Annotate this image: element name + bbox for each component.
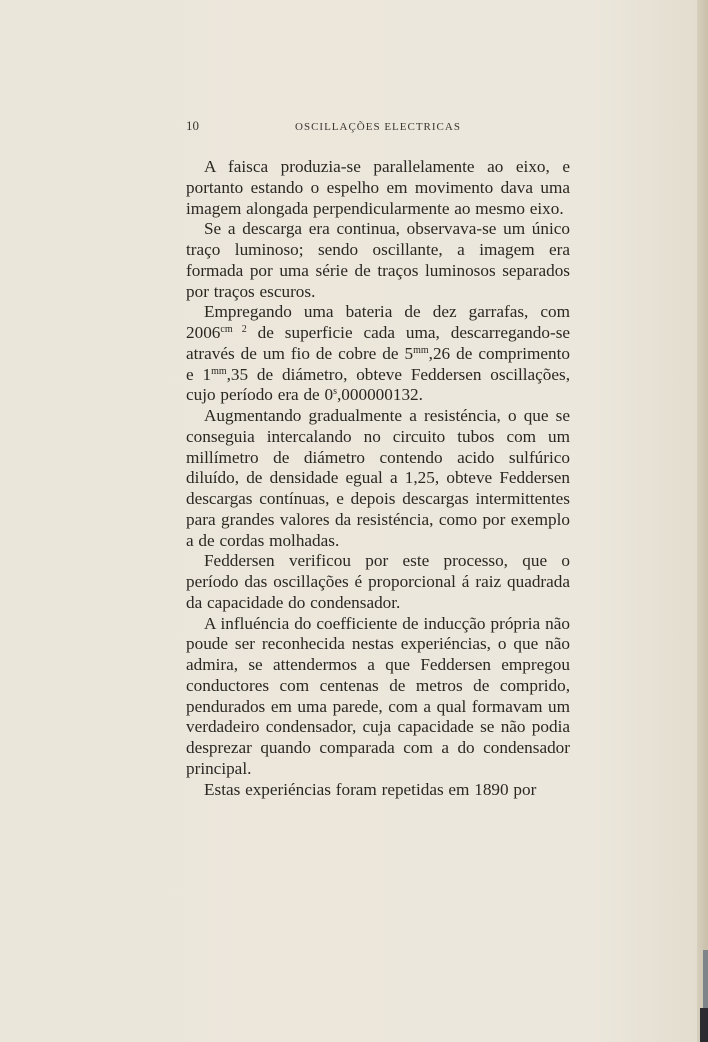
paragraph-3 <box>186 302 570 406</box>
paragraph-5: Feddersen verificou por este processo, que o período das oscillações é proporcional á raiz quadrada da capacidade do condensador. <box>186 551 570 612</box>
paragraph-1: A faisca produzia-se parallelamente ao eixo, e portanto estando o espelho em movimento dava uma imagem alongada perpendicularmente ao mesmo eixo. <box>186 157 570 218</box>
page-number: 10 <box>186 118 199 133</box>
text-run: de superficie cada uma, descarregando-se através de um fio de cobre de 5 <box>186 323 571 363</box>
paragraph-7: Estas experiéncias foram repetidas em 1890 por <box>204 779 537 799</box>
body-text <box>186 157 570 800</box>
text-run: Empregando uma bateria de dez garrafas, com 2006 <box>186 302 570 342</box>
unit-superscript: mm <box>413 344 429 356</box>
text-run: ,26 de comprimento e 1 <box>186 343 570 384</box>
paragraph-6: A influéncia do coefficiente de inducção própria não poude ser reconhecida nestas experiéncias, o que não admira, se attendermos a que Feddersen empregou conductores com centenas de metros de comprido, pendurados em uma parede, com a qual formavam um verdadeiro condensador, cuja capacidade se não podia desprezar quando comparada com a do condensador principal. <box>186 613 570 778</box>
unit-superscript: s <box>333 386 337 398</box>
text-run: ,000000132. <box>337 385 423 405</box>
binding-shadow <box>700 1008 708 1042</box>
paragraph-4: Augmentando gradualmente a resisténcia, o que se conseguia intercalando no circuito tubos com um millímetro de diámetro contendo acido sulfúrico diluído, de densidade egual a 1,25, obteve Feddersen descargas contínuas, e depois descargas intermittentes para grandes valores da resisténcia, como por exemplo a de cordas molhadas. <box>186 406 570 550</box>
unit-superscript: mm <box>211 365 227 377</box>
unit-superscript: cm 2 <box>220 324 247 335</box>
paragraph-2: Se a descarga era continua, observava-se um único traço luminoso; sendo oscillante, a imagem era formada por uma série de traços luminosos separados por traços escuros. <box>186 219 570 301</box>
text-run: ,35 de diámetro, obteve Feddersen oscillações, cujo período era de 0 <box>186 364 570 405</box>
page-edge <box>697 0 708 1042</box>
running-title: OSCILLAÇÕES ELECTRICAS <box>295 121 461 133</box>
